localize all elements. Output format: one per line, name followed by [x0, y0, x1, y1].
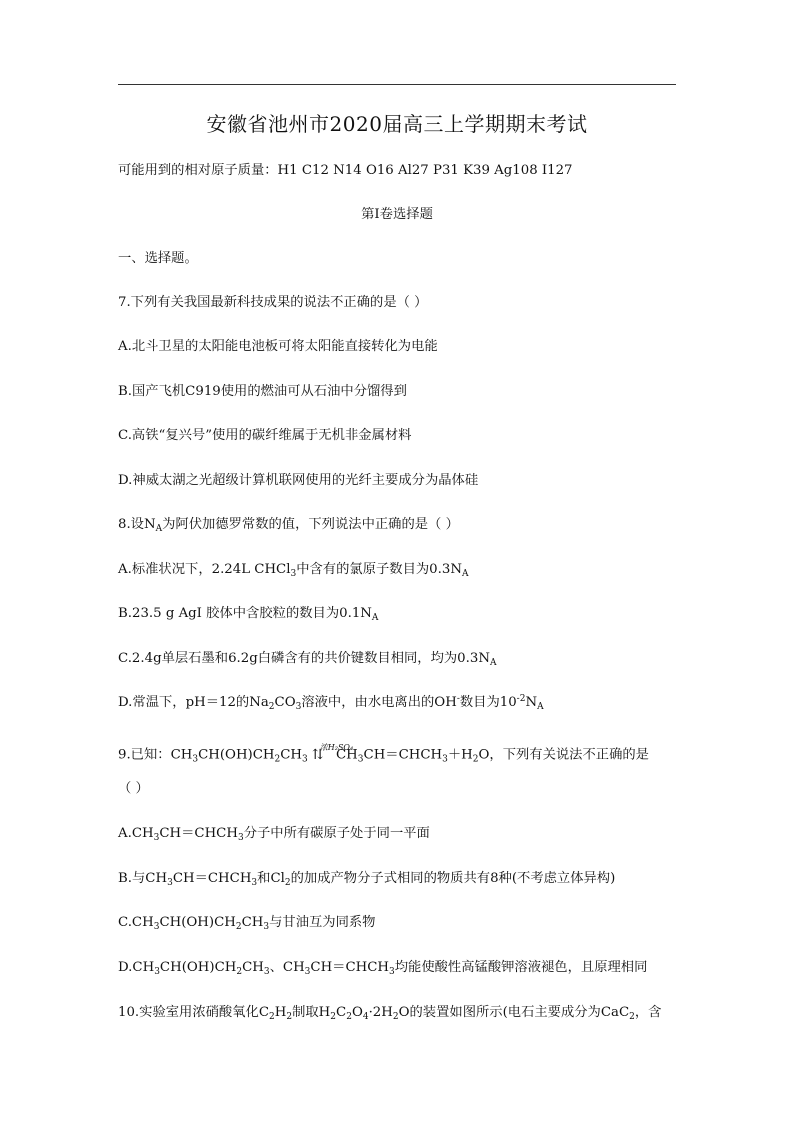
q7-option-a: A.北斗卫星的太阳能电池板可将太阳能直接转化为电能	[118, 339, 438, 354]
page-title: 安徽省池州市2020届高三上学期期末考试	[206, 112, 588, 136]
q9-option-d: $D.CH_3CH(OH)CH_2CH_3$、$CH_3CH=CHCH_3$均能使酸性高锰酸钾溶液褪色，且原理相同	[118, 960, 648, 977]
q9-option-a: $A.CH_3CH=CHCH_3$分子中所有碳原子处于同一平面	[118, 826, 430, 843]
q7-stem: 7.下列有关我国最新科技成果的说法不正确的是（ ）	[118, 295, 428, 310]
q8-option-d: D.常温下，pH＝12的$Na_2CO_3$溶液中，由水电离出的OH-数目为$10^{-2}N_A$	[118, 694, 544, 712]
q8-option-c: C.2.4g单层石墨和6.2g白磷含有的共价键数目相同，均为$0.3N_A$	[118, 651, 497, 668]
q7-option-c: C.高铁“复兴号”使用的碳纤维属于无机非金属材料	[118, 428, 412, 443]
q9-option-b: B.与$CH_3CH=CHCH_3$和$Cl_2$的加成产物分子式相同的物质共有8种(不考虑立体异构)	[118, 871, 616, 888]
q8-stem: 8.设$N_A$为阿伏加德罗常数的值，下列说法中正确的是（ ）	[118, 517, 459, 534]
reaction-arrow-icon: ⇅ 浓H₂SO₄	[311, 743, 354, 763]
q9-stem: 9.已知：$CH_3CH(OH)CH_2CH_3$ ⇅ 浓H₂SO₄ $CH_3CH=CHCH_3+H_2O$，下列有关说法不正确的是	[118, 743, 649, 765]
q7-option-d: D.神威太湖之光超级计算机联网使用的光纤主要成分为晶体硅	[118, 473, 479, 488]
q9-option-c: $C.CH_3CH(OH)CH_2CH_3$与甘油互为同系物	[118, 915, 376, 932]
q7-option-b: B.国产飞机C919使用的燃油可从石油中分馏得到	[118, 384, 407, 399]
q9-answer-paren: （ ）	[118, 781, 149, 796]
part-heading: 一、选择题。	[118, 251, 198, 266]
q10-stem: 10.实验室用浓硝酸氧化$C_2H_2$制取$H_2C_2O_4\cdot 2H_2O$的装置如图所示(电石主要成分为CaC$_2$，含	[118, 1005, 662, 1022]
atomic-mass-line: 可能用到的相对原子质量：H1 C12 N14 O16 Al27 P31 K39 Ag108 I127	[118, 163, 573, 178]
q8-option-a: A.标准状况下，2.24L CHCl$_3$中含有的氯原子数目为$0.3N_A$	[118, 562, 469, 579]
section-title: 第I卷选择题	[361, 207, 433, 222]
q8-option-b: B.23.5 g AgI 胶体中含胶粒的数目为$0.1N_A$	[118, 606, 379, 623]
header-rule	[118, 84, 676, 85]
